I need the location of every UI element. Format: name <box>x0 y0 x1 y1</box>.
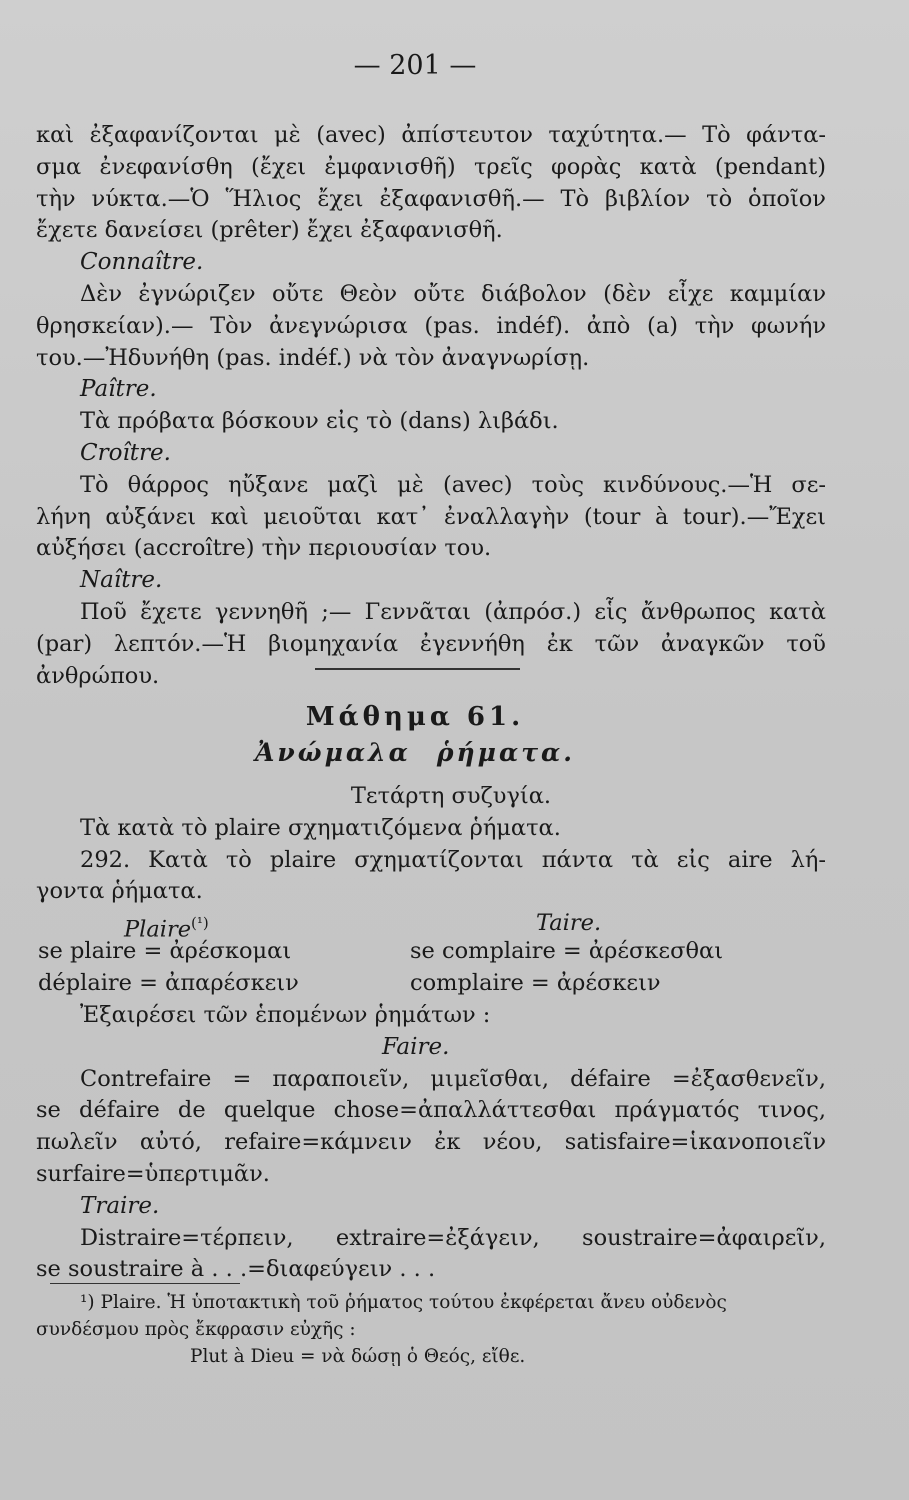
verb-column-right <box>410 936 723 1000</box>
conjugation-heading: Τετάρτη συζυγία. <box>350 783 552 809</box>
footnote-line: ¹) Plaire. Ἡ ὑποτακτικὴ τοῦ ῥήματος τούτου ἐκφέρεται ἄνευ οὐδενὸς <box>80 1292 727 1313</box>
footnote-example: Plut à Dieu = νὰ δώσῃ ὁ Θεός, εἴθε. <box>190 1346 526 1367</box>
text-line: ἀνθρώπου. <box>36 662 160 689</box>
footnote-marker: (¹) <box>191 914 209 932</box>
text-line: Ποῦ ἔχετε γεννηθῆ ;— Γεννᾶται (ἀπρόσ.) εἷς ἄνθρωπος κατὰ <box>80 598 826 625</box>
text-line: Τὸ θάρρος ηὔξανε μαζὶ μὲ (avec) τοὺς κινδύνους.—Ἡ σε- <box>80 471 826 498</box>
lesson-subtitle-word: ῥήματα. <box>436 738 575 767</box>
heading-naitre: Naître. <box>80 567 163 594</box>
text-line: surfaire=ὑπερτιμᾶν. <box>36 1160 270 1187</box>
text-line: αὐξήσει (accroître) τὴν περιουσίαν του. <box>36 535 492 562</box>
exceptions-section <box>36 1000 826 1286</box>
footnote-divider <box>50 1283 240 1284</box>
text-line: Τὰ κατὰ τὸ plaire σχηματιζόμενα ῥήματα. <box>80 814 561 841</box>
footnote <box>36 1289 826 1370</box>
lesson-subtitle <box>0 738 830 767</box>
text-line: (par) λεπτόν.—Ἡ βιομηχανία ἐγεννήθη ἐκ τῶν ἀναγκῶν τοῦ <box>36 630 826 657</box>
verb-pair: se complaire = ἀρέσκεσθαι <box>410 938 724 964</box>
lesson-title: Μάθημα 61. <box>305 702 525 732</box>
text-line: Distraire=τέρπειν, extraire=ἐξάγειν, soustraire=ἀφαιρεῖν, <box>80 1224 826 1251</box>
text-line: se soustraire à . . .=διαφεύγειν . . . <box>36 1256 436 1283</box>
page-number: — 201 — <box>353 50 477 81</box>
text-line: λήνη αὐξάνει καὶ μειοῦται κατ᾽ ἐναλλαγὴν (tour à tour).—Ἔχει <box>36 503 826 530</box>
heading-croitre: Croître. <box>80 439 171 466</box>
text-line: του.—Ἠδυνήθη (pas. indéf.) νὰ τὸν ἀναγνωρίσῃ. <box>36 344 590 371</box>
text-line: Contrefaire = παραποιεῖν, μιμεῖσθαι, défaire =ἐξασθενεῖν, <box>80 1065 826 1092</box>
text-line: Τὰ πρόβατα βόσκουν εἰς τὸ (dans) λιβάδι. <box>80 408 559 435</box>
exceptions-line: Ἐξαιρέσει τῶν ἑπομένων ῥημάτων : <box>80 1002 491 1028</box>
lesson-subtitle-word: Ἀνώμαλα <box>255 738 411 767</box>
rule-292-line: γοντα ῥήματα. <box>36 878 203 905</box>
text-line: τὴν νύκτα.—Ὁ Ἥλιος ἔχει ἐξαφανισθῆ.— Τὸ βιβλίον τὸ ὁποῖον <box>36 185 826 212</box>
column-heading-taire: Taire. <box>536 910 602 936</box>
text-line: se défaire de quelque chose=ἀπαλλάττεσθαι πράγματός τινος, <box>36 1097 826 1124</box>
heading-traire: Traire. <box>80 1192 160 1219</box>
verb-pair: se plaire = ἀρέσκομαι <box>38 938 292 964</box>
rule-292-line: 292. Κατὰ τὸ plaire σχηματίζονται πάντα τὰ εἰς aire λή- <box>80 846 826 873</box>
footnote-line: συνδέσμου πρὸς ἔκφρασιν εὐχῆς : <box>36 1319 356 1340</box>
text-line: θρησκείαν).— Τὸν ἀνεγνώρισα (pas. indéf). ἀπὸ (a) τὴν φωνήν <box>36 312 826 339</box>
heading-faire: Faire. <box>382 1033 450 1060</box>
paragraph-disappear <box>36 120 826 692</box>
verb-column-left <box>38 936 299 1000</box>
heading-paitre: Paître. <box>80 376 157 403</box>
column-heading-text: Plaire <box>124 916 192 943</box>
section-divider <box>315 668 520 670</box>
text-line: καὶ ἐξαφανίζονται μὲ (avec) ἀπίστευτον ταχύτητα.— Τὸ φάντα- <box>36 122 826 148</box>
heading-connaitre: Connaître. <box>80 249 204 276</box>
text-line: Δὲν ἐγνώριζεν οὔτε Θεὸν οὔτε διάβολον (δὲν εἶχε καμμίαν <box>80 280 826 307</box>
text-line: σμα ἐνεφανίσθη (ἔχει ἐμφανισθῆ) τρεῖς φορὰς κατὰ (pendant) <box>36 153 826 180</box>
verb-pair: complaire = ἀρέσκειν <box>410 969 661 996</box>
text-line: ἔχετε δανείσει (prêter) ἔχει ἐξαφανισθῆ. <box>36 217 503 244</box>
text-line: πωλεῖν αὐτό, refaire=κάμνειν ἐκ νέου, satisfaire=ἱκανοποιεῖν <box>36 1129 826 1156</box>
verb-pair: déplaire = ἀπαρέσκειν <box>38 969 299 996</box>
lesson-body <box>36 781 826 908</box>
